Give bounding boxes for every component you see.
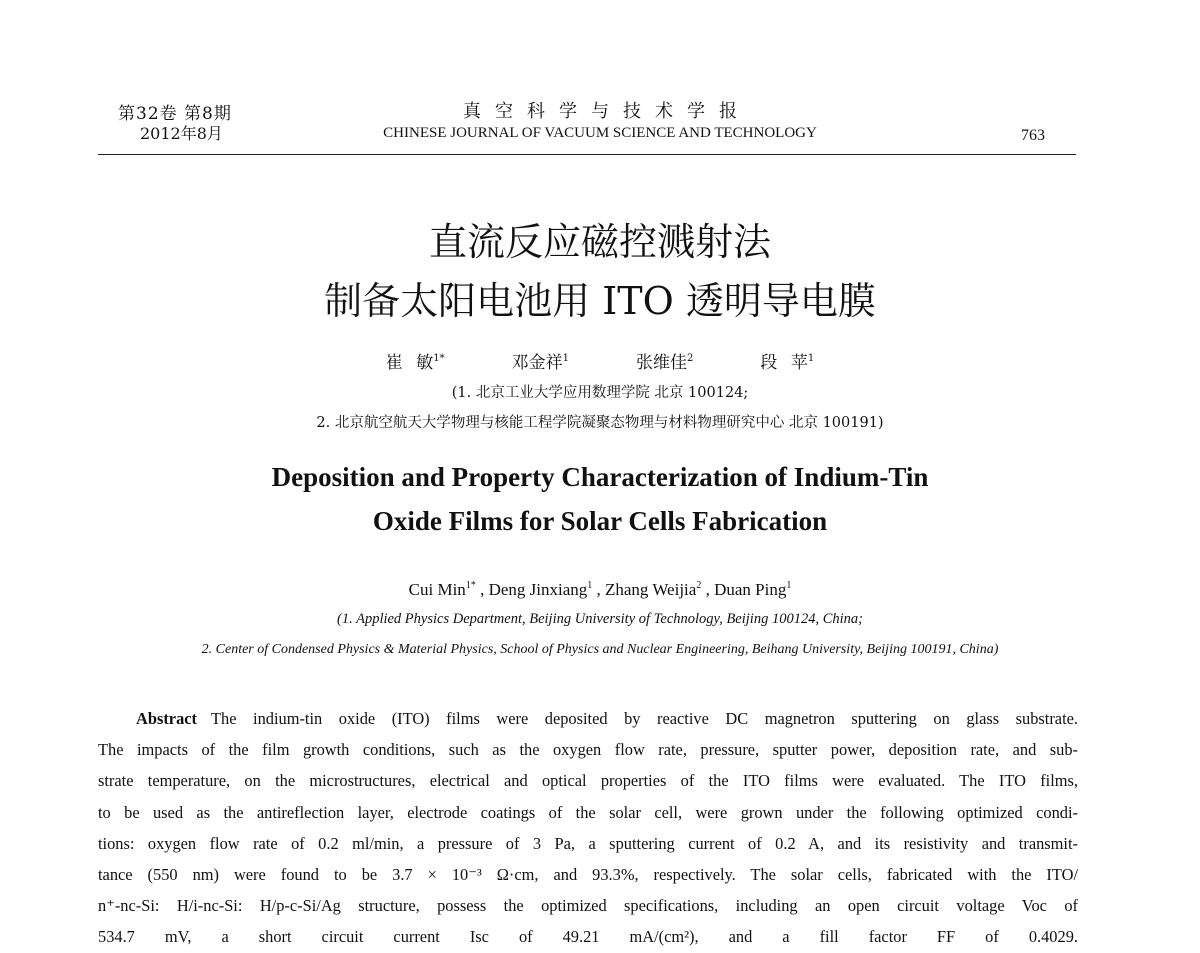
abstract-line: Abstract The indium-tin oxide (ITO) films were deposited by reactive DC magnetron sputtering on glass substrate.	[136, 709, 1078, 728]
author-en: Cui Min$^{1*}$ ,	[408, 580, 485, 599]
affiliation-en-1: (1. Applied Physics Department, Beijing University of Technology, Beijing 100124, China;	[337, 611, 863, 627]
abstract-line: strate temperature, on the microstructures, electrical and optical properties of the ITO films were evaluated. The ITO films,	[98, 771, 1078, 791]
author-cn: 张维佳$^2$	[636, 353, 694, 373]
title-en-line2: Oxide Films for Solar Cells Fabrication	[372, 506, 828, 536]
abstract-label: Abstract	[136, 709, 197, 728]
abstract-line: 534.7 mV, a short circuit current Isc of 49.21 mA/(cm²), and a fill factor FF of 0.4029.	[98, 927, 1078, 947]
page-number: 763	[1021, 127, 1045, 144]
authors-cn	[0, 348, 1200, 373]
affiliation-cn-1: (1. 北京工业大学应用数理学院 北京 100124;	[451, 385, 749, 401]
abstract	[98, 703, 1078, 953]
abstract-line: The impacts of the film growth conditions, such as the oxygen flow rate, pressure, sputter power, deposition rate, and sub-	[98, 740, 1078, 760]
authors-en	[0, 580, 1200, 600]
author-cn: 邓金祥$^1$	[511, 353, 569, 373]
affiliation-cn-2: 2. 北京航空航天大学物理与核能工程学院凝聚态物理与材料物理研究中心 北京 100191)	[316, 415, 884, 431]
author-en: Duan Ping$^1$	[714, 580, 792, 599]
journal-title-en: CHINESE JOURNAL OF VACUUM SCIENCE AND TECHNOLOGY	[383, 125, 817, 141]
affiliation-en-2: 2. Center of Condensed Physics & Material Physics, School of Physics and Nuclear Engineering, Beihang University, Beijing 100191, China)	[201, 642, 999, 657]
title-cn-line1: 直流反应磁控溅射法	[428, 220, 771, 264]
author-en: Zhang Weijia$^2$ ,	[605, 580, 710, 599]
title-cn-line2: 制备太阳电池用 ITO 透明导电膜	[324, 279, 876, 323]
abstract-line: tance (550 nm) were found to be 3.7 × 10⁻³ Ω·cm, and 93.3%, respectively. The solar cells, fabricated with the ITO/	[98, 865, 1078, 885]
header-rule	[98, 154, 1076, 155]
volume-issue: 第32卷 第8期	[118, 104, 232, 124]
title-en-line1: Deposition and Property Characterization of Indium-Tin	[271, 462, 929, 492]
author-cn: 段 苹$^1$	[760, 353, 815, 373]
author-cn: 崔 敏$^{1*}$	[385, 353, 445, 373]
abstract-line: to be used as the antireflection layer, electrode coatings of the solar cell, were grown under the following optimized condi-	[98, 802, 1078, 822]
abstract-line: tions: oxygen flow rate of 0.2 ml/min, a pressure of 3 Pa, a sputtering current of 0.2 A, and its resistivity and transmit-	[98, 833, 1078, 853]
abstract-line: n⁺-nc-Si: H/i-nc-Si: H/p-c-Si/Ag structure, possess the optimized specifications, including an open circuit voltage Voc of	[98, 896, 1078, 916]
issue-date: 2012年8月	[140, 124, 223, 143]
author-en: Deng Jinxiang$^1$ ,	[488, 580, 601, 599]
journal-title-cn: 真空科学与技术学报	[463, 101, 751, 122]
